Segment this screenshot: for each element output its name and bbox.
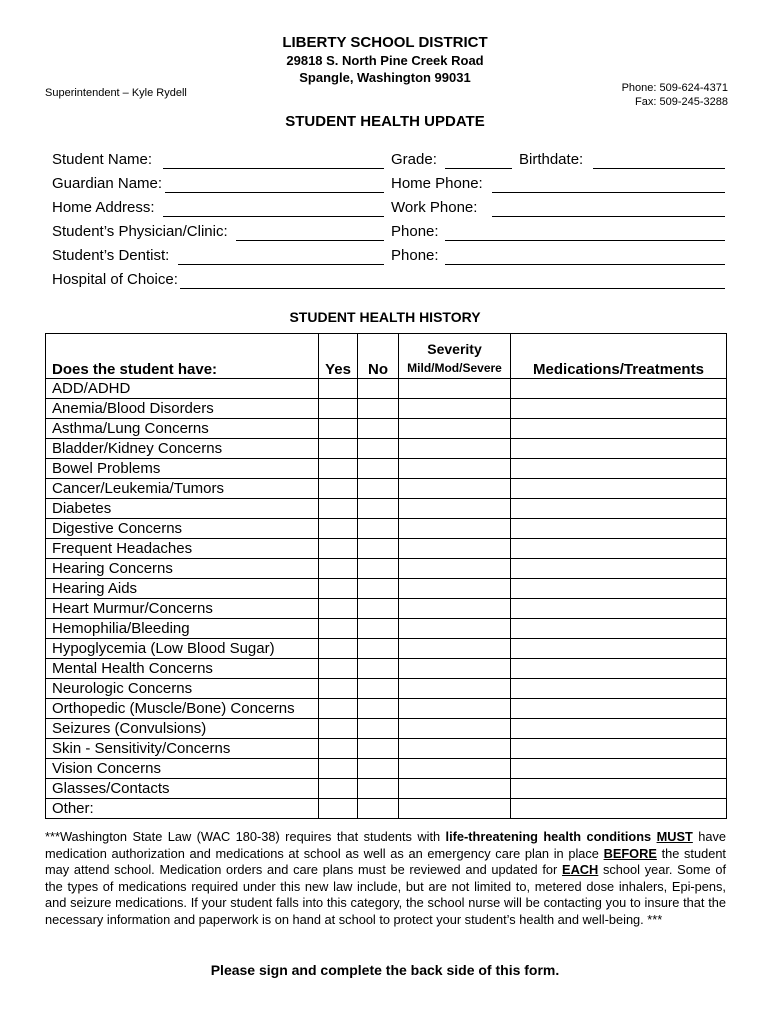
- phone-number: Phone: 509-624-4371: [621, 82, 728, 94]
- physician-phone-field[interactable]: [445, 240, 725, 241]
- yes-checkbox-cell[interactable]: [319, 419, 358, 439]
- condition-row: [46, 679, 727, 699]
- no-checkbox-cell[interactable]: [358, 799, 399, 819]
- no-checkbox-cell[interactable]: [358, 399, 399, 419]
- yes-checkbox-cell[interactable]: [319, 379, 358, 399]
- condition-row: [46, 539, 727, 559]
- severity-cell[interactable]: [399, 379, 511, 399]
- yes-checkbox-cell[interactable]: [319, 399, 358, 419]
- severity-cell[interactable]: [399, 719, 511, 739]
- condition-row: [46, 699, 727, 719]
- yes-checkbox-cell[interactable]: [319, 439, 358, 459]
- severity-cell[interactable]: [399, 799, 511, 819]
- condition-label: Vision Concerns: [46, 759, 319, 779]
- medications-cell[interactable]: [511, 719, 727, 739]
- physician-field[interactable]: [236, 240, 384, 241]
- yes-checkbox-cell[interactable]: [319, 619, 358, 639]
- yes-checkbox-cell[interactable]: [319, 759, 358, 779]
- medications-cell[interactable]: [511, 799, 727, 819]
- yes-checkbox-cell[interactable]: [319, 799, 358, 819]
- severity-cell[interactable]: [399, 479, 511, 499]
- yes-header: Yes: [319, 334, 358, 379]
- medications-cell[interactable]: [511, 399, 727, 419]
- medications-cell[interactable]: [511, 419, 727, 439]
- birthdate-field[interactable]: [593, 168, 725, 169]
- medications-cell[interactable]: [511, 579, 727, 599]
- medications-cell[interactable]: [511, 559, 727, 579]
- home-phone-field[interactable]: [492, 192, 725, 193]
- notice-each: EACH: [562, 862, 599, 878]
- notice-bold-1: life-threatening health conditions: [445, 829, 652, 844]
- condition-label: Hemophilia/Bleeding: [46, 619, 319, 639]
- severity-cell[interactable]: [399, 659, 511, 679]
- no-checkbox-cell[interactable]: [358, 459, 399, 479]
- physician-label: Student’s Physician/Clinic:: [52, 223, 228, 240]
- notice-before: BEFORE: [603, 845, 657, 861]
- dentist-label: Student’s Dentist:: [52, 247, 170, 264]
- medications-cell[interactable]: [511, 699, 727, 719]
- condition-label: Hearing Aids: [46, 579, 319, 599]
- condition-row: [46, 579, 727, 599]
- severity-cell[interactable]: [399, 619, 511, 639]
- no-checkbox-cell[interactable]: [358, 559, 399, 579]
- yes-checkbox-cell[interactable]: [319, 599, 358, 619]
- no-checkbox-cell[interactable]: [358, 639, 399, 659]
- grade-label: Grade:: [391, 151, 437, 168]
- condition-row: [46, 519, 727, 539]
- yes-checkbox-cell[interactable]: [319, 579, 358, 599]
- medications-cell[interactable]: [511, 479, 727, 499]
- severity-header: [399, 334, 511, 379]
- no-checkbox-cell[interactable]: [358, 499, 399, 519]
- condition-row: [46, 419, 727, 439]
- condition-row: [46, 759, 727, 779]
- no-checkbox-cell[interactable]: [358, 719, 399, 739]
- superintendent: Superintendent – Kyle Rydell: [45, 87, 187, 99]
- condition-label: Seizures (Convulsions): [46, 719, 319, 739]
- condition-label: Hearing Concerns: [46, 559, 319, 579]
- district-name: LIBERTY SCHOOL DISTRICT: [282, 34, 488, 51]
- dentist-field[interactable]: [178, 264, 384, 265]
- form-title: STUDENT HEALTH UPDATE: [285, 113, 485, 130]
- notice-must: MUST: [656, 829, 693, 844]
- guardian-name-field[interactable]: [165, 192, 384, 193]
- no-checkbox-cell[interactable]: [358, 579, 399, 599]
- condition-row: [46, 799, 727, 819]
- severity-cell[interactable]: [399, 439, 511, 459]
- yes-checkbox-cell[interactable]: [319, 499, 358, 519]
- condition-label: Heart Murmur/Concerns: [46, 599, 319, 619]
- hospital-field[interactable]: [180, 288, 725, 289]
- no-checkbox-cell[interactable]: [358, 519, 399, 539]
- condition-label: Bladder/Kidney Concerns: [46, 439, 319, 459]
- notice-text-2: have medication authorization and medications at school as well as an emergency care plan in place: [45, 829, 727, 861]
- physician-phone-label: Phone:: [391, 223, 439, 240]
- condition-label: Diabetes: [46, 499, 319, 519]
- yes-checkbox-cell[interactable]: [319, 699, 358, 719]
- medications-cell[interactable]: [511, 599, 727, 619]
- guardian-name-label: Guardian Name:: [52, 175, 163, 192]
- medications-cell[interactable]: [511, 739, 727, 759]
- severity-sublabel: Mild/Mod/Severe: [407, 361, 502, 375]
- yes-checkbox-cell[interactable]: [319, 459, 358, 479]
- medications-cell[interactable]: [511, 779, 727, 799]
- medications-cell[interactable]: [511, 499, 727, 519]
- condition-row: [46, 399, 727, 419]
- no-checkbox-cell[interactable]: [358, 779, 399, 799]
- home-phone-label: Home Phone:: [391, 175, 483, 192]
- condition-label: Asthma/Lung Concerns: [46, 419, 319, 439]
- yes-checkbox-cell[interactable]: [319, 659, 358, 679]
- condition-row: [46, 499, 727, 519]
- severity-cell[interactable]: [399, 779, 511, 799]
- yes-checkbox-cell[interactable]: [319, 539, 358, 559]
- home-address-label: Home Address:: [52, 199, 155, 216]
- dentist-phone-label: Phone:: [391, 247, 439, 264]
- condition-row: [46, 659, 727, 679]
- severity-cell[interactable]: [399, 399, 511, 419]
- medications-header: Medications/Treatments: [511, 334, 727, 379]
- work-phone-label: Work Phone:: [391, 199, 478, 216]
- condition-row: [46, 619, 727, 639]
- condition-label: Neurologic Concerns: [46, 679, 319, 699]
- condition-label: Mental Health Concerns: [46, 659, 319, 679]
- medications-cell[interactable]: [511, 459, 727, 479]
- yes-checkbox-cell[interactable]: [319, 559, 358, 579]
- severity-cell[interactable]: [399, 759, 511, 779]
- yes-checkbox-cell[interactable]: [319, 779, 358, 799]
- condition-row: [46, 479, 727, 499]
- severity-cell[interactable]: [399, 459, 511, 479]
- condition-label: Frequent Headaches: [46, 539, 319, 559]
- medications-cell[interactable]: [511, 519, 727, 539]
- condition-row: [46, 559, 727, 579]
- yes-checkbox-cell[interactable]: [319, 479, 358, 499]
- condition-label: Glasses/Contacts: [46, 779, 319, 799]
- no-checkbox-cell[interactable]: [358, 759, 399, 779]
- question-header: Does the student have:: [46, 334, 319, 379]
- medications-cell[interactable]: [511, 439, 727, 459]
- severity-cell[interactable]: [399, 559, 511, 579]
- no-checkbox-cell[interactable]: [358, 539, 399, 559]
- no-checkbox-cell[interactable]: [358, 699, 399, 719]
- severity-label: Severity: [427, 341, 482, 357]
- hospital-label: Hospital of Choice:: [52, 271, 178, 288]
- condition-row: [46, 719, 727, 739]
- no-checkbox-cell[interactable]: [358, 659, 399, 679]
- yes-checkbox-cell[interactable]: [319, 739, 358, 759]
- no-checkbox-cell[interactable]: [358, 679, 399, 699]
- condition-row: [46, 599, 727, 619]
- no-checkbox-cell[interactable]: [358, 619, 399, 639]
- law-notice: [45, 829, 726, 929]
- yes-checkbox-cell[interactable]: [319, 719, 358, 739]
- work-phone-field[interactable]: [492, 216, 725, 217]
- notice-text-3: the student may attend school. Medication orders and care plans must be reviewed and updated for: [45, 845, 726, 878]
- address-line-2: Spangle, Washington 99031: [299, 70, 471, 85]
- severity-cell[interactable]: [399, 539, 511, 559]
- history-title: STUDENT HEALTH HISTORY: [289, 309, 481, 325]
- dentist-phone-field[interactable]: [445, 264, 725, 265]
- no-checkbox-cell[interactable]: [358, 739, 399, 759]
- grade-field[interactable]: [445, 168, 512, 169]
- no-checkbox-cell[interactable]: [358, 419, 399, 439]
- medications-cell[interactable]: [511, 619, 727, 639]
- birthdate-label: Birthdate:: [519, 151, 584, 168]
- student-name-field[interactable]: [163, 168, 384, 169]
- no-checkbox-cell[interactable]: [358, 439, 399, 459]
- severity-cell[interactable]: [399, 519, 511, 539]
- severity-cell[interactable]: [399, 699, 511, 719]
- condition-label: Anemia/Blood Disorders: [46, 399, 319, 419]
- condition-row: [46, 639, 727, 659]
- medications-cell[interactable]: [511, 379, 727, 399]
- no-checkbox-cell[interactable]: [358, 479, 399, 499]
- no-header: No: [358, 334, 399, 379]
- address-line-1: 29818 S. North Pine Creek Road: [286, 53, 484, 68]
- severity-cell[interactable]: [399, 639, 511, 659]
- condition-label: ADD/ADHD: [46, 379, 319, 399]
- medications-cell[interactable]: [511, 659, 727, 679]
- yes-checkbox-cell[interactable]: [319, 639, 358, 659]
- severity-cell[interactable]: [399, 679, 511, 699]
- home-address-field[interactable]: [163, 216, 384, 217]
- condition-label: Cancer/Leukemia/Tumors: [46, 479, 319, 499]
- fax-number: Fax: 509-245-3288: [635, 96, 728, 108]
- notice-text-4: school year. Some of the types of medications required under this new law include, but are not limited to, metered dose inhalers, Epi-pens, and seizure medications. If your student falls into this category, the school nurse will be contacting you to insure that the necessary information and paperwork is on hand at school to protect your student’s health and well-being. ***: [45, 862, 726, 927]
- severity-cell[interactable]: [399, 599, 511, 619]
- medications-cell[interactable]: [511, 639, 727, 659]
- table-header-row: [46, 334, 727, 379]
- medications-cell[interactable]: [511, 679, 727, 699]
- severity-cell[interactable]: [399, 579, 511, 599]
- medications-cell[interactable]: [511, 759, 727, 779]
- condition-label: Digestive Concerns: [46, 519, 319, 539]
- condition-row: [46, 379, 727, 399]
- severity-cell[interactable]: [399, 419, 511, 439]
- severity-cell[interactable]: [399, 499, 511, 519]
- condition-row: [46, 439, 727, 459]
- student-name-label: Student Name:: [52, 151, 153, 168]
- condition-label: Bowel Problems: [46, 459, 319, 479]
- medications-cell[interactable]: [511, 539, 727, 559]
- no-checkbox-cell[interactable]: [358, 379, 399, 399]
- yes-checkbox-cell[interactable]: [319, 679, 358, 699]
- health-history-table: [45, 333, 727, 819]
- condition-label: Skin - Sensitivity/Concerns: [46, 739, 319, 759]
- condition-row: [46, 739, 727, 759]
- footer-instruction: Please sign and complete the back side of this form.: [210, 962, 560, 978]
- condition-row: [46, 459, 727, 479]
- condition-label: Orthopedic (Muscle/Bone) Concerns: [46, 699, 319, 719]
- yes-checkbox-cell[interactable]: [319, 519, 358, 539]
- no-checkbox-cell[interactable]: [358, 599, 399, 619]
- severity-cell[interactable]: [399, 739, 511, 759]
- condition-row: [46, 779, 727, 799]
- condition-label: Other:: [46, 799, 319, 819]
- condition-label: Hypoglycemia (Low Blood Sugar): [46, 639, 319, 659]
- notice-text-1: ***Washington State Law (WAC 180-38) requires that students with: [45, 829, 446, 844]
